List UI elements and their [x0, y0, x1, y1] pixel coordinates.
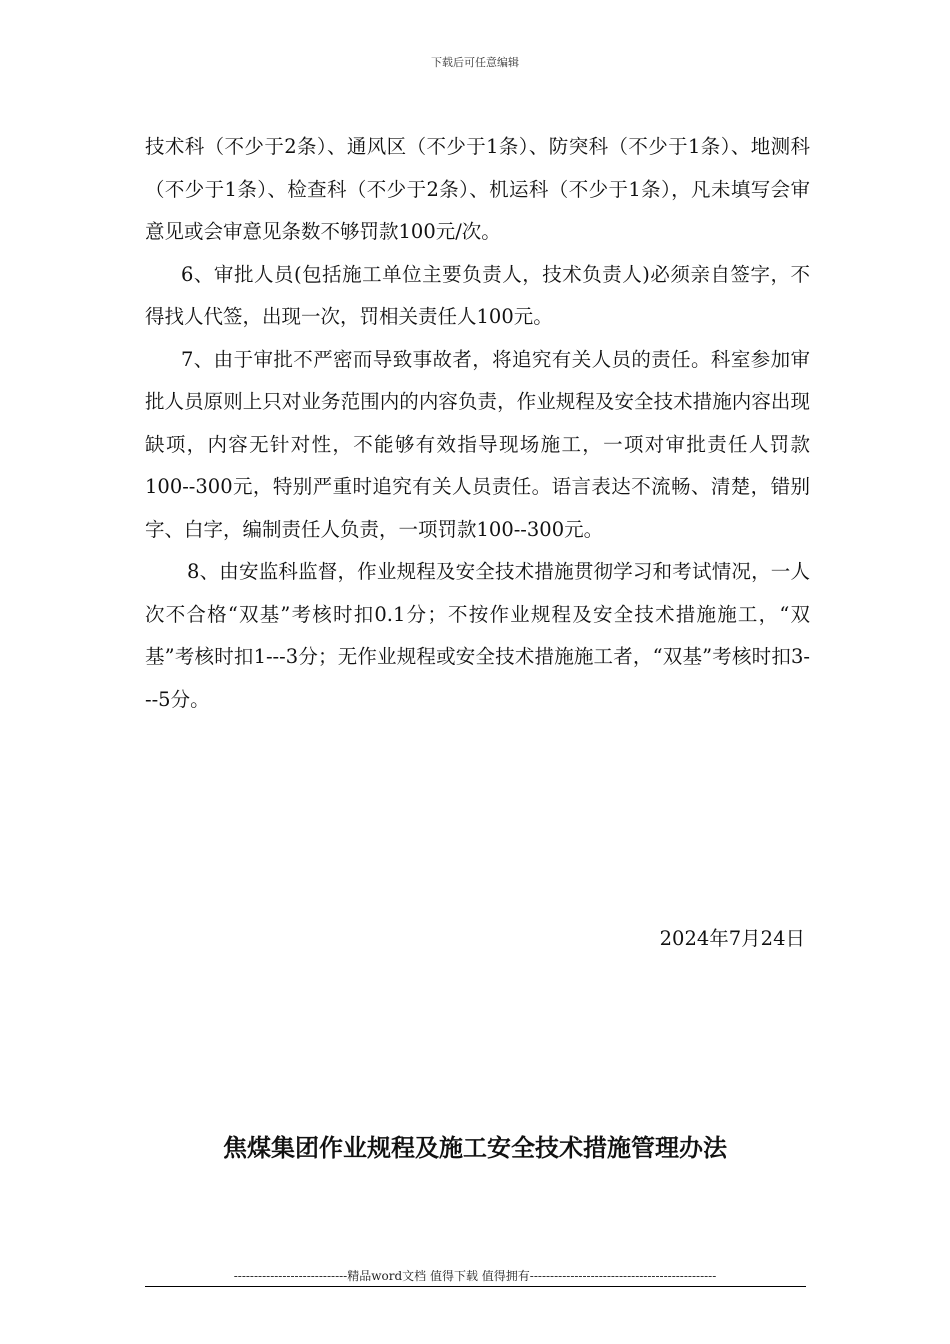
- document-title: 焦煤集团作业规程及施工安全技术措施管理办法: [223, 1134, 727, 1162]
- paragraph-item-8: 8、由安监科监督，作业规程及安全技术措施贯彻学习和考试情况，一人次不合格“双基”考核时扣0.1分；不按作业规程及安全技术措施施工，“双基”考核时扣1---3分；无作业规程或安全技术措施施工者，“双基”考核时扣3---5分。: [145, 560, 810, 711]
- footer-note: ----------------------------精品word文档 值得下载 值得拥有----------------------------------------------: [233, 1269, 717, 1283]
- paragraph-item-6: 6、审批人员(包括施工单位主要负责人，技术负责人)必须亲自签字，不得找人代签，出现一次，罚相关责任人100元。: [145, 262, 810, 328]
- header-note: 下载后可任意编辑: [431, 56, 519, 69]
- document-date: 2024年7月24日: [659, 927, 805, 950]
- paragraph-continuation: 技术科（不少于2条）、通风区（不少于1条）、防突科（不少于1条）、地测科（不少于1条）、检查科（不少于2条）、机运科（不少于1条），凡未填写会审意见或会审意见条数不够罚款100元/次。: [145, 135, 810, 243]
- body-text: [145, 126, 810, 721]
- paragraph-item-7: 7、由于审批不严密而导致事故者，将追究有关人员的责任。科室参加审批人员原则上只对业务范围内的内容负责，作业规程及安全技术措施内容出现缺项，内容无针对性，不能够有效指导现场施工，一项对审批责任人罚款100--300元，特别严重时追究有关人员责任。语言表达不流畅、清楚，错别字、白字，编制责任人负责，一项罚款100--300元。: [145, 347, 810, 541]
- footer-divider: [145, 1286, 806, 1287]
